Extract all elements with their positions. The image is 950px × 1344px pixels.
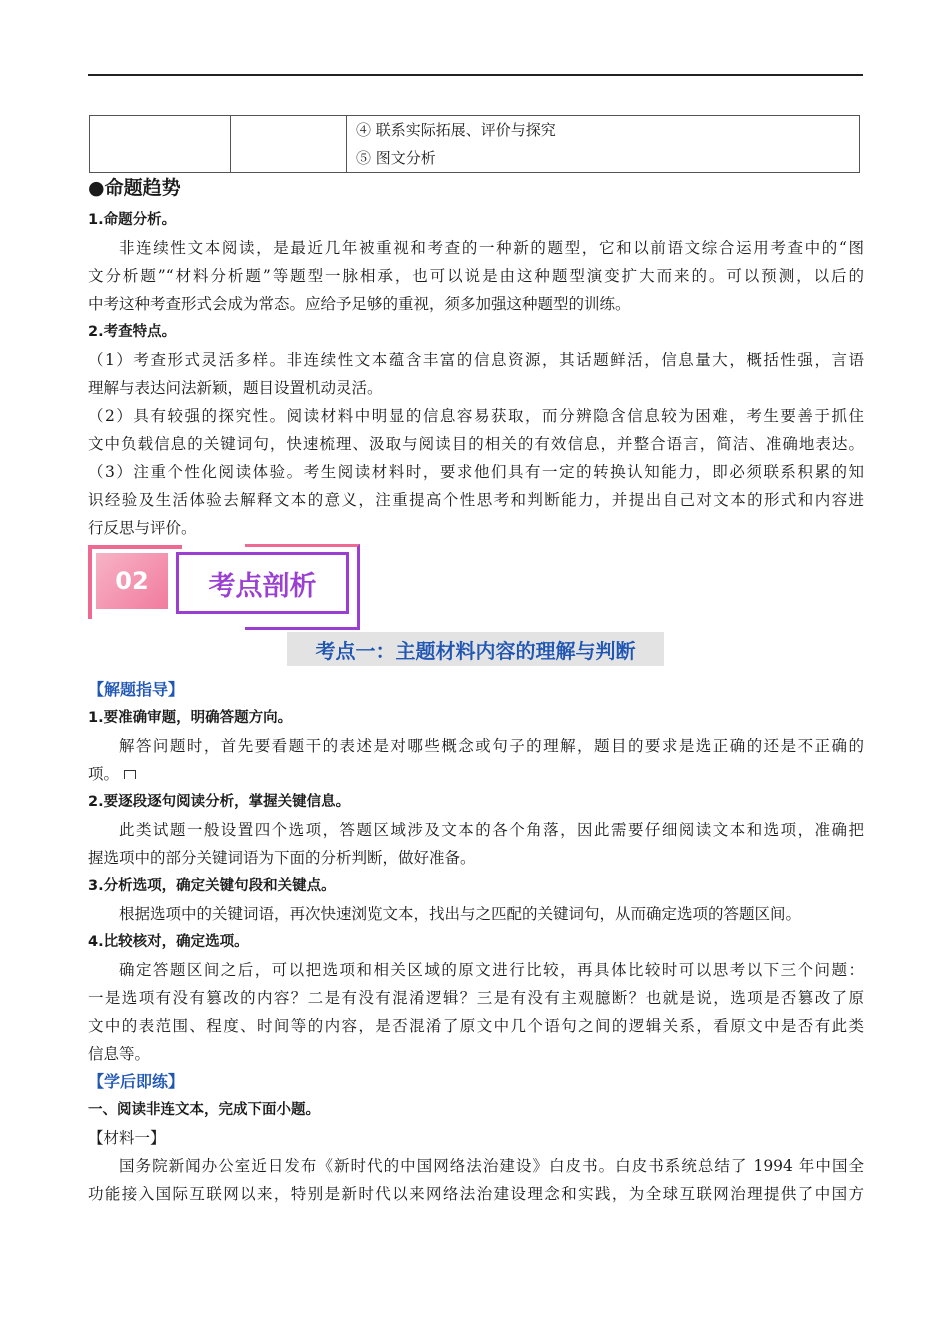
subheading: 1.要准确审题，明确答题方向。 <box>88 710 293 726</box>
paragraph-line: 一是选项有没有篡改的内容？二是有没有混淆逻辑？三是有没有主观臆断？也就是说，选项是否篡改了原 <box>88 989 864 1007</box>
subheading: 一、阅读非连文本，完成下面小题。 <box>88 1102 320 1118</box>
paragraph-line: 行反思与评价。 <box>88 519 197 537</box>
paragraph-line: 识经验及生活体验去解释文本的意义，注重提高个性思考和判断能力，并提出自己对文本的形式和内容进 <box>88 491 864 509</box>
subheading: 1.命题分析。 <box>88 212 177 228</box>
banner-title: 考点剖析 <box>176 552 349 614</box>
paragraph-line: 此类试题一般设置四个选项，答题区域涉及文本的各个角落，因此需要仔细阅读文本和选项，准确把 <box>119 821 864 839</box>
subheading: 4.比较核对，确定选项。 <box>88 934 249 950</box>
header-rule <box>88 74 863 76</box>
paragraph-line: 功能接入国际互联网以来，特别是新时代以来网络法治建设理念和实践，为全球互联网治理提供了中国方 <box>88 1185 864 1203</box>
kaodian-title: 考点一：主题材料内容的理解与判断 <box>287 632 664 666</box>
paragraph-line: 项。 <box>88 765 120 783</box>
paragraph-line: （2）具有较强的探究性。阅读材料中明显的信息容易获取，而分辨隐含信息较为困难，考生要善于抓住 <box>88 407 864 425</box>
edit-mark <box>124 770 136 779</box>
table-cell <box>231 116 347 173</box>
table-item: ⑤ 图文分析 <box>356 149 436 167</box>
paragraph-line: 握选项中的部分关键词语为下面的分析判断，做好准备。 <box>88 849 476 867</box>
material-label: 【材料一】 <box>88 1129 166 1147</box>
paragraph-line: 文中的表范围、程度、时间等的内容，是否混淆了原文中几个语句之间的逻辑关系，看原文中是否有此类 <box>88 1017 864 1035</box>
paragraph-line: 非连续性文本阅读，是最近几年被重视和考查的一种新的题型，它和以前语文综合运用考查中的“图 <box>119 239 864 257</box>
paragraph-line: 文中负载信息的关键词句，快速梳理、汲取与阅读目的相关的有效信息，并整合语言，简洁、准确地表达。 <box>88 435 864 453</box>
subheading: 2.要逐段逐句阅读分析，掌握关键信息。 <box>88 794 351 810</box>
table-cell <box>90 116 231 173</box>
paragraph-line: 国务院新闻办公室近日发布《新时代的中国网络法治建设》白皮书。白皮书系统总结了 1994 年中国全 <box>119 1157 864 1175</box>
paragraph-line: 中考这种考查形式会成为常态。应给予足够的重视，须多加强这种题型的训练。 <box>88 295 631 313</box>
subheading: 2.考查特点。 <box>88 324 177 340</box>
subheading: 3.分析选项，确定关键句段和关键点。 <box>88 878 336 894</box>
section-heading-trend: ●命题趋势 <box>88 177 181 199</box>
continued-table <box>89 115 860 173</box>
section-heading-practice: 【学后即练】 <box>88 1072 185 1091</box>
table-cell <box>347 116 860 173</box>
paragraph-line: （3）注重个性化阅读体验。考生阅读材料时，要求他们具有一定的转换认知能力，即必须联系积累的知 <box>88 463 864 481</box>
table-item: ④ 联系实际拓展、评价与探究 <box>356 121 556 139</box>
paragraph-line: 解答问题时，首先要看题干的表述是对哪些概念或句子的理解，题目的要求是选正确的还是不正确的 <box>119 737 864 755</box>
banner-number: 02 <box>96 553 168 609</box>
paragraph-line: 确定答题区间之后，可以把选项和相关区域的原文进行比较，再具体比较时可以思考以下三个问题： <box>119 961 864 979</box>
section-heading-guide: 【解题指导】 <box>88 680 185 699</box>
paragraph-line: 理解与表达问法新颖，题目设置机动灵活。 <box>88 379 383 397</box>
paragraph-line: 信息等。 <box>88 1045 151 1063</box>
paragraph-line: 文分析题”“材料分析题”等题型一脉相承，也可以说是由这种题型演变扩大而来的。可以预测，以后的 <box>88 267 864 285</box>
paragraph-line: （1）考查形式灵活多样。非连续性文本蕴含丰富的信息资源，其话题鲜活，信息量大，概括性强，言语 <box>88 351 864 369</box>
paragraph-line: 根据选项中的关键词语，再次快速浏览文本，找出与之匹配的关键词句，从而确定选项的答题区间。 <box>119 905 802 923</box>
